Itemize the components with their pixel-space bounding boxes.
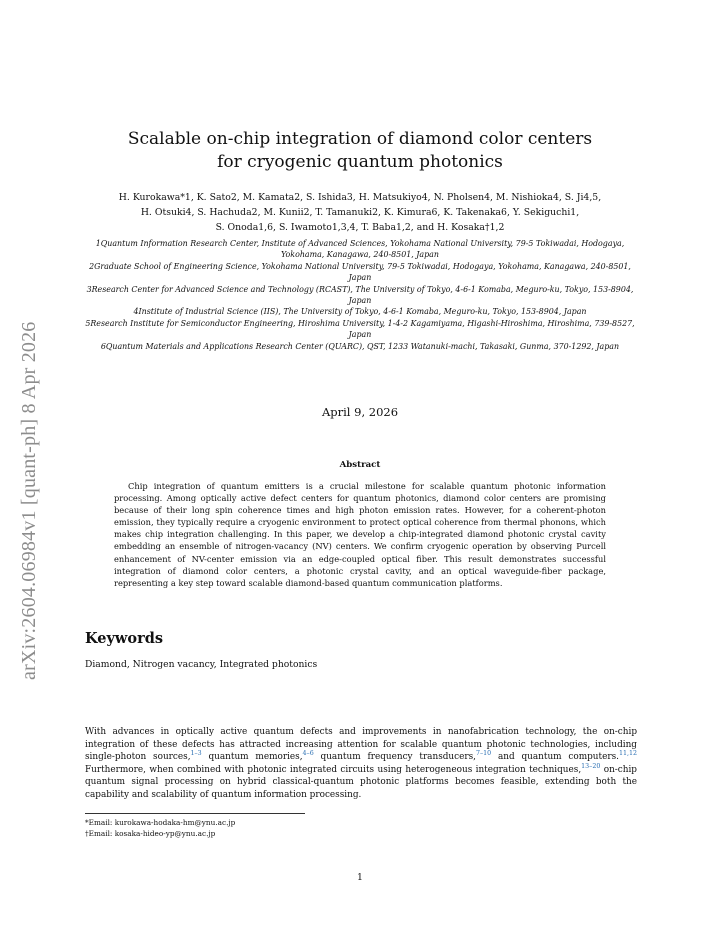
affiliation-4: 4Institute of Industrial Science (IIS), The University of Tokyo, 4-6-1 Komaba, Meguro-ku, Tokyo, 153-8904, Japan (133, 307, 587, 317)
footnote-email-1: *Email: kurokawa-hodaka-hm@ynu.ac.jp (85, 818, 236, 827)
keywords-heading: Keywords (85, 630, 164, 647)
citation-link[interactable]: 11,12 (618, 750, 637, 758)
intro-text-6: on-chip quantum signal processing on hybrid classical-quantum photonic platforms becomes feasible, extending both the capability and scalability of quantum information processing. (85, 764, 637, 800)
affiliation-5: 5Research Institute for Semiconductor Engineering, Hiroshima University, 1-4-2 Kagamiyama, Higashi-Hiroshima, Hiroshima, 739-8527, Japan (85, 318, 635, 340)
citation-link[interactable]: 13–20 (581, 762, 601, 770)
abstract-heading: Abstract (339, 460, 381, 470)
author-list (85, 190, 635, 235)
affiliation-6: 6Quantum Materials and Applications Research Center (QUARC), QST, 1233 Watanuki-machi, Takasaki, Gunma, 370-1292, Japan (100, 341, 620, 351)
affiliation-1: 1Quantum Information Research Center, Institute of Advanced Sciences, Yokohama National University, 79-5 Tokiwadai, Hodogaya, Yokohama, Kanagawa, 240-8501, Japan (95, 239, 625, 260)
author-line-3: S. Onoda1,6, S. Iwamoto1,3,4, T. Baba1,2, and H. Kosaka†1,2 (215, 222, 505, 233)
author-line-2: H. Otsuki4, S. Hachuda2, M. Kunii2, T. Tamanuki2, K. Kimura6, K. Takenaka6, Y. Sekiguchi1, (140, 207, 580, 218)
intro-text-1: With advances in optically active quantum defects and improvements in nanofabrication technology, the on-chip integration of these defects has attracted increasing attention for scalable quantum photonic technologies, including single-photon sources, (85, 727, 637, 763)
intro-text-2: quantum memories, (201, 752, 303, 763)
citation-link[interactable]: 1–3 (190, 750, 202, 758)
intro-paragraph (85, 726, 637, 802)
affiliation-list (85, 238, 635, 352)
title-line-2: for cryogenic quantum photonics (217, 152, 503, 172)
footnote-email-2: †Email: kosaka-hideo-yp@ynu.ac.jp (85, 828, 216, 838)
citation-link[interactable]: 7–10 (476, 750, 492, 758)
publication-date: April 9, 2026 (321, 405, 399, 419)
intro-text-3: quantum frequency transducers, (313, 752, 476, 763)
abstract-text: Chip integration of quantum emitters is a crucial milestone for scalable quantum photonic information processing. Among optically active defect centers for quantum photonics, diamond color centers are promising because of their long spin coherence times and high photon emission rates. However, for a coherent-photon emission, they typically require a cryogenic environment to protect optical coherence from thermal phonons, which makes chip integration challenging. In this paper, we develop a chip-integrated diamond photonic crystal cavity embedding an ensemble of nitrogen-vacancy (NV) centers. We confirm cryogenic operation by observing Purcell enhancement of NV-center emission via an edge-coupled optical fiber. This result demonstrates successful integration of diamond color centers, a photonic crystal cavity, and an optical waveguide-fiber package, representing a key step toward scalable diamond-based quantum communication platforms. (114, 481, 606, 588)
footnote-divider (85, 813, 305, 814)
citation-link[interactable]: 4–6 (302, 750, 314, 758)
arxiv-identifier-watermark: arXiv:2604.06984v1 [quant-ph] 8 Apr 2026 (18, 321, 40, 680)
author-line-1: H. Kurokawa*1, K. Sato2, M. Kamata2, S. Ishida3, H. Matsukiyo4, N. Pholsen4, M. Nishioka4, S. Ji4,5, (118, 192, 602, 203)
affiliation-2: 2Graduate School of Engineering Science, Yokohama National University, 79-5 Tokiwadai, Hodogaya, Yokohama, Kanagawa, 240-8501, Japan (89, 261, 631, 283)
intro-text-4: and quantum computers. (491, 752, 619, 763)
page-number: 1 (357, 872, 363, 883)
footnotes (85, 818, 485, 839)
affiliation-3: 3Research Center for Advanced Science and Technology (RCAST), The University of Tokyo, 4-6-1 Komaba, Meguro-ku, Tokyo, 153-8904, Japan (86, 284, 634, 306)
paper-title (85, 128, 635, 174)
intro-text-5: Furthermore, when combined with photonic integrated circuits using heterogeneous integration techniques, (85, 764, 582, 775)
title-line-1: Scalable on-chip integration of diamond color centers (127, 129, 593, 149)
keywords-text: Diamond, Nitrogen vacancy, Integrated photonics (85, 659, 318, 670)
